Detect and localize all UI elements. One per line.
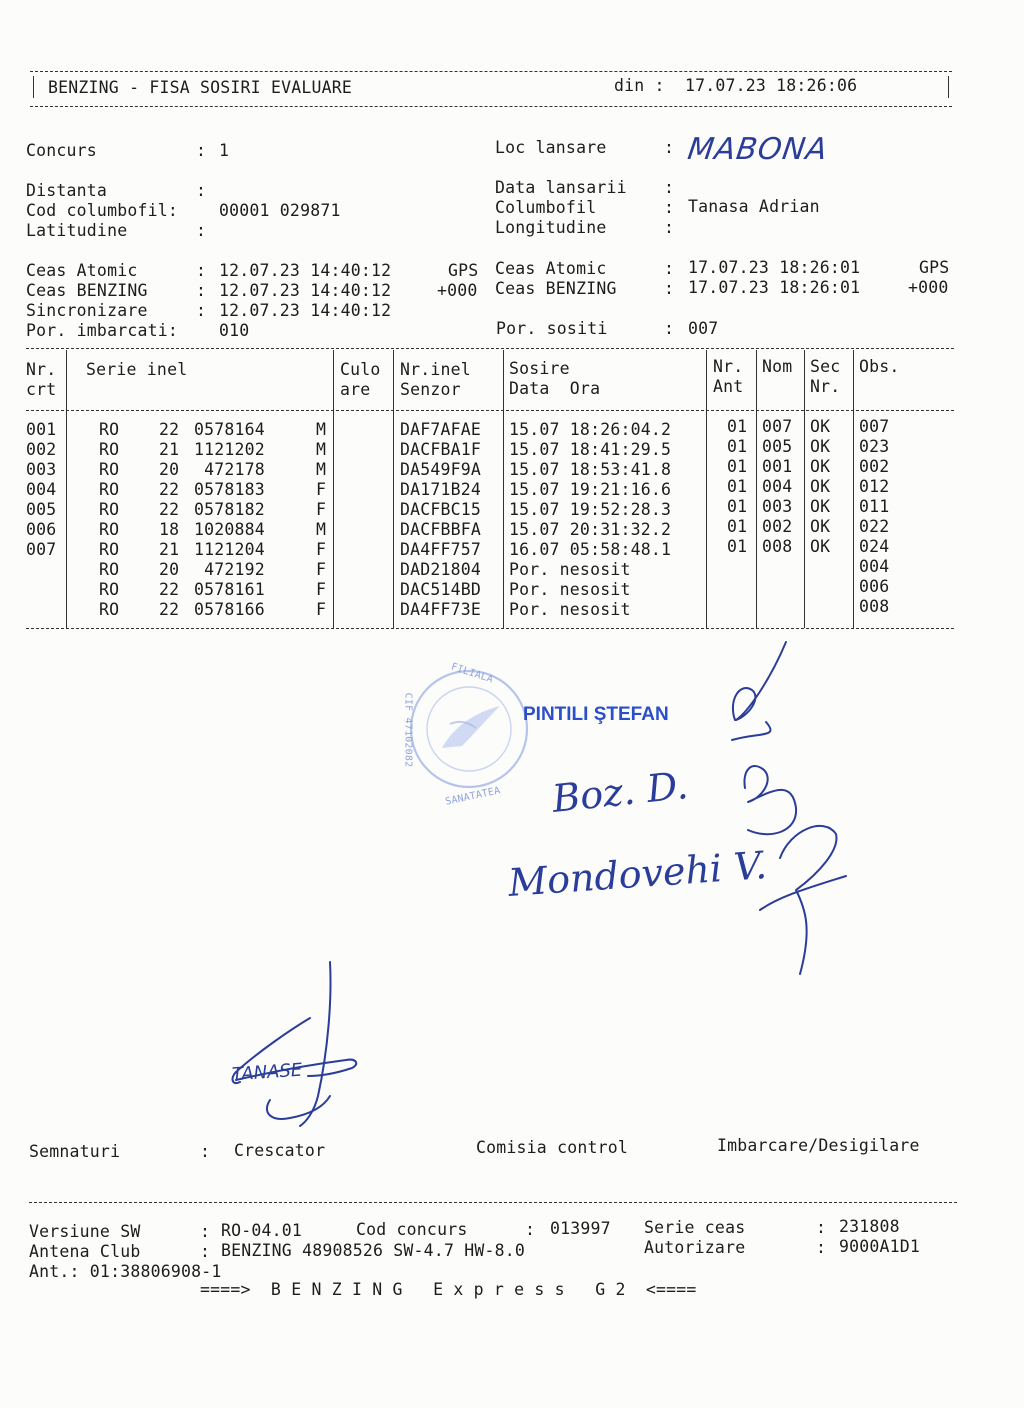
cell-inel: 1020884 [194,520,265,539]
ceas-atomic-start-colon: : [196,261,207,280]
cell-tara: RO [99,560,120,579]
ceas-benzing-start-label: Ceas BENZING [26,281,148,300]
cell-inel: 0578182 [194,500,265,519]
por-sositi-value: 007 [688,319,719,338]
columbofil-value: Tanasa Adrian [688,197,820,216]
cell-sec: OK [810,437,831,456]
antena-value: BENZING 48908526 SW-4.7 HW-8.0 [221,1241,526,1260]
arrivals-table [0,0,1024,660]
cell-sec: OK [810,417,831,436]
cod-columbofil-label: Cod columbofil: [26,201,179,220]
cell-sosire: 15.07 19:21:16.6 [509,480,672,499]
longitudine-colon: : [664,218,675,237]
autorizare-value: 9000A1D1 [839,1237,921,1256]
semnaturi-colon: : [200,1142,211,1161]
cell-sex: F [316,540,327,559]
imbarcare-label: Imbarcare/Desigilare [717,1136,920,1155]
cell-nom: 007 [762,417,793,436]
cell-sex: F [316,480,327,499]
cod-columbofil-value: 00001 029871 [219,201,341,220]
cell-tara: RO [99,520,120,539]
cod-concurs-colon: : [525,1220,536,1239]
sincronizare-value: 12.07.23 14:40:12 [219,301,392,320]
col-sep-5 [706,350,707,628]
autorizare-colon: : [816,1238,827,1257]
cell-sosire: 16.07 05:58:48.1 [509,540,672,559]
cell-an: 22 [159,580,180,599]
cell-senzor: DA4FF757 [400,540,482,559]
cell-nom: 004 [762,477,793,496]
col-sep-4 [503,350,504,628]
cell-nr: 006 [26,520,57,539]
cell-sec: OK [810,537,831,556]
ceas-benzing-start-colon: : [196,281,207,300]
cell-sec: OK [810,477,831,496]
signature-handwritten-2: Mondovehi V. [506,843,769,905]
col-senzor-header: Nr.inel Senzor [400,360,471,399]
col-culoare-header: Culo are [340,360,381,399]
cell-inel: 0578164 [194,420,265,439]
cell-an: 22 [159,600,180,619]
col-sosire-header: Sosire Data Ora [509,359,601,398]
col-obs-header: Obs. [859,357,900,376]
signature-handwritten-1: Boz. D. [550,763,691,821]
cell-an: 20 [159,560,180,579]
cell-sec: OK [810,457,831,476]
cell-obs: 024 [859,537,890,556]
ceas-atomic-end-label: Ceas Atomic [495,259,607,278]
cell-ant: 01 [727,437,748,456]
versiune-colon: : [200,1222,211,1241]
cell-senzor: DACFBA1F [400,440,482,459]
cell-ant: 01 [727,537,748,556]
cell-nr: 005 [26,500,57,519]
cell-obs: 002 [859,457,890,476]
cell-an: 21 [159,440,180,459]
cell-inel: 472178 [194,460,265,479]
cell-sec: OK [810,517,831,536]
cell-obs: 011 [859,497,890,516]
cell-sosire: 15.07 18:26:04.2 [509,420,672,439]
cell-nom: 005 [762,437,793,456]
por-sositi-colon: : [664,319,675,338]
ceas-benzing-start-suffix: +000 [437,281,478,300]
ceas-atomic-end-colon: : [664,259,675,278]
loc-lansare-colon: : [664,138,675,157]
antena-colon: : [200,1242,211,1261]
cell-tara: RO [99,440,120,459]
ant-line: Ant.: 01:38806908-1 [29,1262,222,1281]
ceas-benzing-end-suffix: +000 [908,278,949,297]
ceas-benzing-end-label: Ceas BENZING [495,279,617,298]
col-sep-7 [804,350,805,628]
cell-obs: 023 [859,437,890,456]
ceas-atomic-end-value: 17.07.23 18:26:01 [688,258,861,277]
versiune-value: RO-04.01 [221,1221,303,1240]
cell-sosire: Por. nesosit [509,560,631,579]
por-imbarcati-label: Por. imbarcati: [26,321,179,340]
sincronizare-colon: : [196,301,207,320]
ceas-atomic-start-suffix: GPS [448,261,479,280]
columbofil-label: Columbofil [495,198,597,217]
loc-lansare-label: Loc lansare [495,138,607,157]
cell-nr: 004 [26,480,57,499]
ceas-atomic-start-label: Ceas Atomic [26,261,138,280]
cell-nr: 003 [26,460,57,479]
cell-an: 22 [159,480,180,499]
col-ant-header: Nr. Ant [713,357,744,396]
sincronizare-label: Sincronizare [26,301,148,320]
cell-obs: 006 [859,577,890,596]
cell-nr: 007 [26,540,57,559]
stamp-ring-bottom: SANATATEA [444,785,502,808]
cell-sec: OK [810,497,831,516]
serie-ceas-colon: : [816,1218,827,1237]
col-sep-8 [853,350,854,628]
latitudine-colon: : [196,221,207,240]
concurs-colon: : [196,141,207,160]
autorizare-label: Autorizare [644,1238,746,1257]
cell-sex: F [316,500,327,519]
cell-nom: 008 [762,537,793,556]
serie-ceas-label: Serie ceas [644,1218,746,1237]
cell-obs: 008 [859,597,890,616]
cod-concurs-label: Cod concurs [356,1220,468,1239]
cell-inel: 1121204 [194,540,265,559]
antena-label: Antena Club [29,1242,141,1261]
col-sep-6 [756,350,757,628]
columbofil-colon: : [664,198,675,217]
col-sep-2 [333,350,334,628]
cell-ant: 01 [727,457,748,476]
cell-obs: 007 [859,417,890,436]
cell-an: 21 [159,540,180,559]
cell-tara: RO [99,580,120,599]
ceas-benzing-start-value: 12.07.23 14:40:12 [219,281,392,300]
cell-sex: F [316,600,327,619]
longitudine-label: Longitudine [495,218,607,237]
cell-sosire: 15.07 18:53:41.8 [509,460,672,479]
col-serie-header: Serie inel [86,360,188,379]
cell-sosire: 15.07 18:41:29.5 [509,440,672,459]
cell-an: 22 [159,420,180,439]
cell-sex: F [316,580,327,599]
cell-nom: 001 [762,457,793,476]
crescator-label: Crescator [234,1141,326,1160]
cell-inel: 1121202 [194,440,265,459]
table-header-rule [26,410,954,411]
cell-tara: RO [99,540,120,559]
cell-tara: RO [99,460,120,479]
por-sositi-label: Por. sositi [496,319,608,338]
data-lansarii-colon: : [664,178,675,197]
cell-ant: 01 [727,517,748,536]
cell-sosire: 15.07 19:52:28.3 [509,500,672,519]
cell-sex: M [316,460,327,479]
document-title: BENZING - FISA SOSIRI EVALUARE [48,78,353,97]
cell-nr: 002 [26,440,57,459]
cell-senzor: DA4FF73E [400,600,482,619]
serie-ceas-value: 231808 [839,1217,900,1236]
cell-inel: 0578161 [194,580,265,599]
distanta-colon: : [196,181,207,200]
cell-tara: RO [99,500,120,519]
col-sep-3 [393,350,394,628]
cell-ant: 01 [727,417,748,436]
cell-sosire: 15.07 20:31:32.2 [509,520,672,539]
cell-tara: RO [99,600,120,619]
cell-an: 22 [159,500,180,519]
cell-ant: 01 [727,477,748,496]
cell-senzor: DACFBBFA [400,520,482,539]
cell-sex: M [316,420,327,439]
cell-nom: 002 [762,517,793,536]
cell-tara: RO [99,420,120,439]
cell-obs: 012 [859,477,890,496]
cell-inel: 472192 [194,560,265,579]
cell-sex: F [316,560,327,579]
versiune-label: Versiune SW [29,1222,141,1241]
cell-senzor: DA549F9A [400,460,482,479]
cell-inel: 0578166 [194,600,265,619]
col-nom-header: Nom [762,357,793,376]
loc-lansare-handwritten: MABONA [685,132,831,167]
cell-inel: 0578183 [194,480,265,499]
concurs-label: Concurs [26,141,97,160]
ceas-atomic-start-value: 12.07.23 14:40:12 [219,261,392,280]
cell-an: 18 [159,520,180,539]
footer-banner: ====> B E N Z I N G E x p r e s s G 2 <==== [200,1280,697,1299]
latitudine-label: Latitudine [26,221,128,240]
cell-senzor: DAF7AFAE [400,420,482,439]
cell-sosire: Por. nesosit [509,600,631,619]
cell-nr: 001 [26,420,57,439]
comisia-label: Comisia control [476,1138,629,1157]
ceas-benzing-end-value: 17.07.23 18:26:01 [688,278,861,297]
cod-concurs-value: 013997 [550,1219,611,1238]
concurs-value: 1 [219,141,230,160]
distanta-label: Distanta [26,181,108,200]
cell-obs: 022 [859,517,890,536]
footer-rule [29,1202,957,1203]
data-lansarii-label: Data lansarii [495,178,627,197]
col-sec-header: Sec Nr. [810,357,841,396]
stamp-name: PINTILI ŞTEFAN [523,704,669,725]
cell-sex: M [316,520,327,539]
cell-nom: 003 [762,497,793,516]
cell-sosire: Por. nesosit [509,580,631,599]
col-nr-header: Nr. crt [26,360,57,399]
stamp-ring-top: FILIALA [449,661,495,686]
col-sep-1 [66,350,67,628]
cell-senzor: DAC514BD [400,580,482,599]
cell-sex: M [316,440,327,459]
cell-obs: 004 [859,557,890,576]
stamp-ring-left: CIF 47102082 [402,692,414,768]
date-label: din : 17.07.23 18:26:06 [614,76,858,95]
semnaturi-label: Semnaturi [29,1142,121,1161]
cell-senzor: DACFBC15 [400,500,482,519]
cell-ant: 01 [727,497,748,516]
ceas-atomic-end-suffix: GPS [919,258,950,277]
cell-senzor: DAD21804 [400,560,482,579]
ceas-benzing-end-colon: : [664,279,675,298]
cell-an: 20 [159,460,180,479]
cell-tara: RO [99,480,120,499]
cell-senzor: DA171B24 [400,480,482,499]
signature-handwritten-3: TANASE [231,1059,303,1086]
table-top-rule [26,348,954,349]
por-imbarcati-value: 010 [219,321,250,340]
